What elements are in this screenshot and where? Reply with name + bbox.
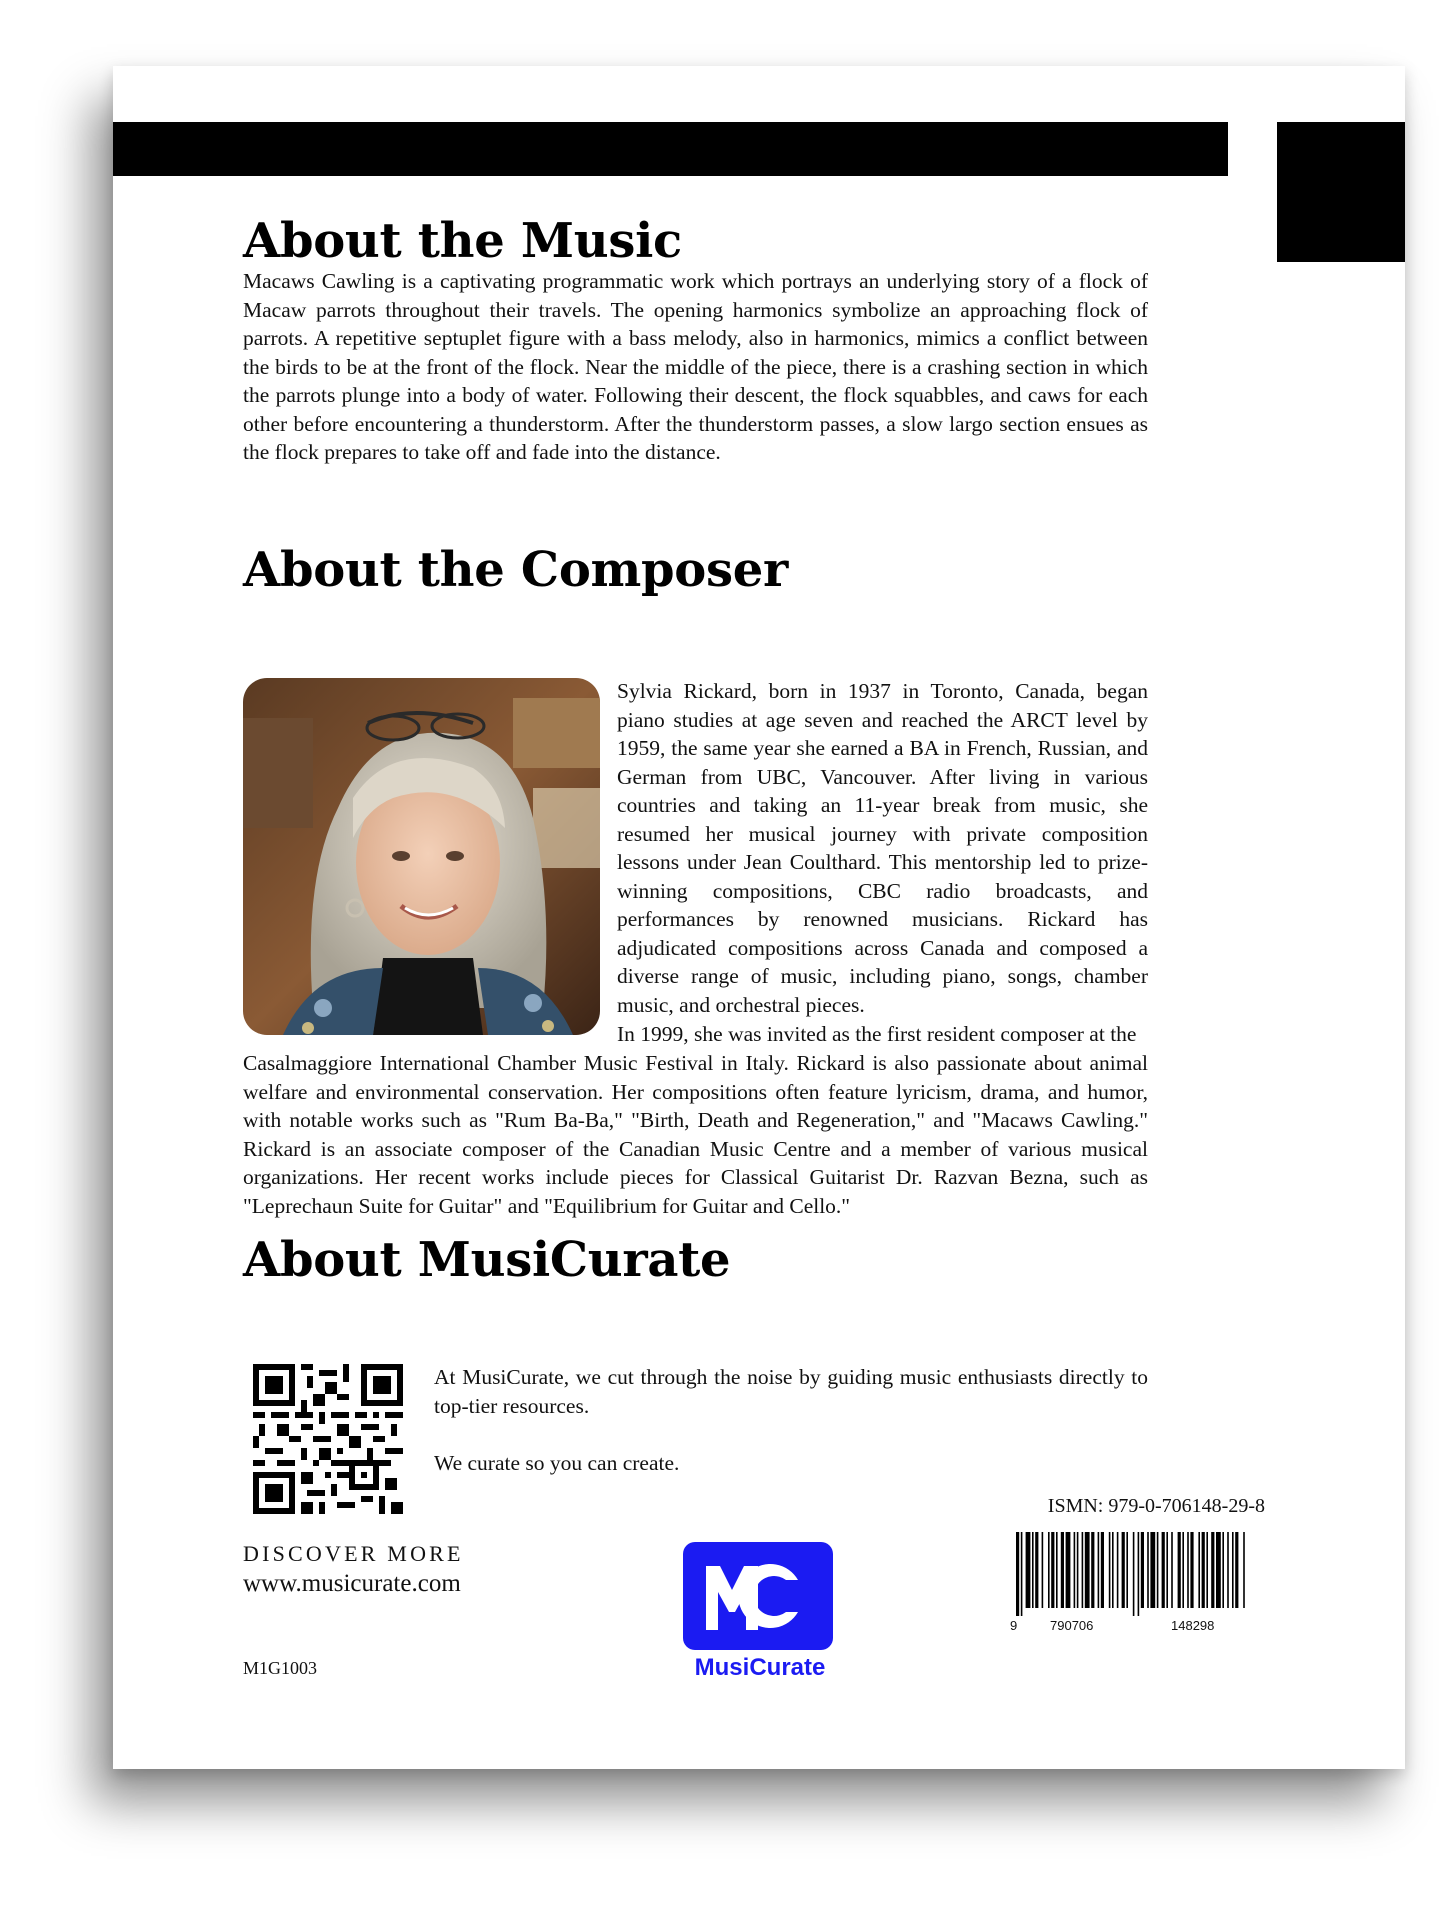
barcode-bar: [1042, 1532, 1044, 1608]
corner-black-block: [1277, 122, 1405, 262]
barcode-bar: [1198, 1532, 1200, 1608]
barcode-bar: [1187, 1532, 1189, 1608]
about-music-text: Macaws Cawling is a captivating programmatic work which portrays an underlying story of a flock of Macaw parrots throughout their travels. The opening harmonics symbolize an approaching flock of parrots. A repetitive septuplet figure with a bass melody, also in harmonics, mimics a conflict between the birds to be at the front of the flock. Near the middle of the piece, there is a crashing section in which the parrots plunge into a body of water. Following their descent, the flock squabbles, and caws for each other before encountering a thunderstorm. After the thunderstorm passes, a slow largo section ensues as the flock prepares to take off and fade into the distance.: [243, 269, 1148, 464]
barcode-bar: [1141, 1532, 1144, 1608]
barcode-bar: [1048, 1532, 1050, 1608]
ismn-number: ISMN: 979-0-706148-29-8: [1047, 1495, 1265, 1517]
about-composer-text-1: Sylvia Rickard, born in 1937 in Toronto, Canada, began piano studies at age seven and reached the ARCT level by 1959, the same year she earned a BA in French, Russian, and German from UBC, Vancouver. After living in various countries and taking an 11-year break from music, she resumed her musical journey with private composition lessons under Jean Coulthard. This mentorship led to prize-winning compositions, CBC radio broadcasts, and performances by renowned musicians. Rickard has adjudicated compositions across Canada and composed a diverse range of music, including piano, songs, chamber music, and orchestral pieces.: [617, 679, 1148, 1017]
barcode-bar: [1133, 1532, 1135, 1616]
barcode-bar: [1085, 1532, 1090, 1608]
barcode-bar: [1056, 1532, 1058, 1608]
barcode-bar: [1166, 1532, 1168, 1608]
barcode-digit-right: 148298: [1171, 1618, 1215, 1633]
composer-photo: [243, 678, 600, 1035]
barcode-bar: [1211, 1532, 1214, 1608]
barcode-bar: [1112, 1532, 1114, 1608]
barcode-bar: [1109, 1532, 1111, 1608]
barcode-bar: [1157, 1532, 1159, 1608]
website-link[interactable]: www.musicurate.com: [243, 1570, 461, 1597]
barcode-bar: [1222, 1532, 1224, 1608]
barcode-bar: [1122, 1532, 1125, 1608]
barcode-bar: [1243, 1532, 1245, 1608]
barcode-bar: [1202, 1532, 1205, 1608]
barcode-bar: [1235, 1532, 1238, 1608]
about-musicurate-heading: About MusiCurate: [243, 1232, 731, 1288]
barcode-bar: [1061, 1532, 1064, 1608]
barcode-bar: [1032, 1532, 1034, 1608]
barcode-bar: [1126, 1532, 1128, 1608]
barcode-bar: [1091, 1532, 1094, 1608]
barcode-bar: [1162, 1532, 1165, 1608]
barcode-bar: [1138, 1532, 1140, 1616]
about-music-heading: About the Music: [243, 213, 682, 269]
barcode-bar: [1147, 1532, 1149, 1608]
barcode-bar: [1117, 1532, 1119, 1608]
barcode-bar: [1066, 1532, 1071, 1608]
barcode-bar: [1182, 1532, 1184, 1608]
barcode-bar: [1082, 1532, 1084, 1608]
barcode-bar: [1021, 1532, 1023, 1616]
qr-code-icon[interactable]: [253, 1364, 403, 1514]
barcode-bar: [1077, 1532, 1079, 1608]
barcode-bar: [1178, 1532, 1181, 1608]
about-composer-text-2: Casalmaggiore International Chamber Music Festival in Italy. Rickard is also passionate about animal welfare and environmental conservation. Her compositions often feature lyricism, drama, and humor, with notable works such as "Rum Ba-Ba," "Birth, Death and Regeneration," and "Macaws Cawling." Rickard is an associate composer of the Canadian Music Centre and a member of various musical organizations. Her recent works include pieces for Classical Guitarist Dr. Razvan Bezna, such as "Leprechaun Suite for Guitar" and "Equilibrium for Guitar and Cello.": [243, 1051, 1148, 1218]
barcode-digit-lead: 9: [1010, 1618, 1018, 1633]
barcode-bar: [1216, 1532, 1221, 1608]
discover-more-label: DISCOVER MORE: [243, 1541, 464, 1566]
top-black-bar: [113, 122, 1228, 176]
barcode-bar: [1227, 1532, 1229, 1608]
musicurate-logo: [683, 1542, 837, 1682]
barcode-bar: [1171, 1532, 1173, 1608]
logo-label: MusiCurate: [694, 1654, 826, 1681]
back-cover-page: [113, 66, 1405, 1769]
about-musicurate-text-2: We curate so you can create.: [434, 1451, 680, 1475]
barcode-bar: [1016, 1532, 1019, 1616]
barcode-bar: [1232, 1532, 1234, 1608]
about-musicurate-text-1: At MusiCurate, we cut through the noise by guiding music enthusiasts directly to top-tier resources.: [434, 1365, 1148, 1418]
barcode-bar: [1101, 1532, 1104, 1608]
about-composer-heading: About the Composer: [243, 542, 788, 598]
barcode-bar: [1098, 1532, 1100, 1608]
product-code: M1G1003: [243, 1658, 318, 1678]
barcode-bar: [1206, 1532, 1208, 1608]
barcode-icon: [1008, 1532, 1270, 1616]
barcode-bar: [1150, 1532, 1155, 1608]
barcode-bar: [1051, 1532, 1054, 1608]
mc-logo-icon: [683, 1542, 833, 1650]
about-composer-text-2-lead: In 1999, she was invited as the first resident composer at the: [617, 1022, 1137, 1046]
barcode-bar: [1035, 1532, 1038, 1608]
barcode-digit-left: 790706: [1050, 1618, 1094, 1633]
barcode-bar: [1074, 1532, 1076, 1608]
barcode-bar: [1026, 1532, 1031, 1608]
barcode-bar: [1190, 1532, 1193, 1608]
